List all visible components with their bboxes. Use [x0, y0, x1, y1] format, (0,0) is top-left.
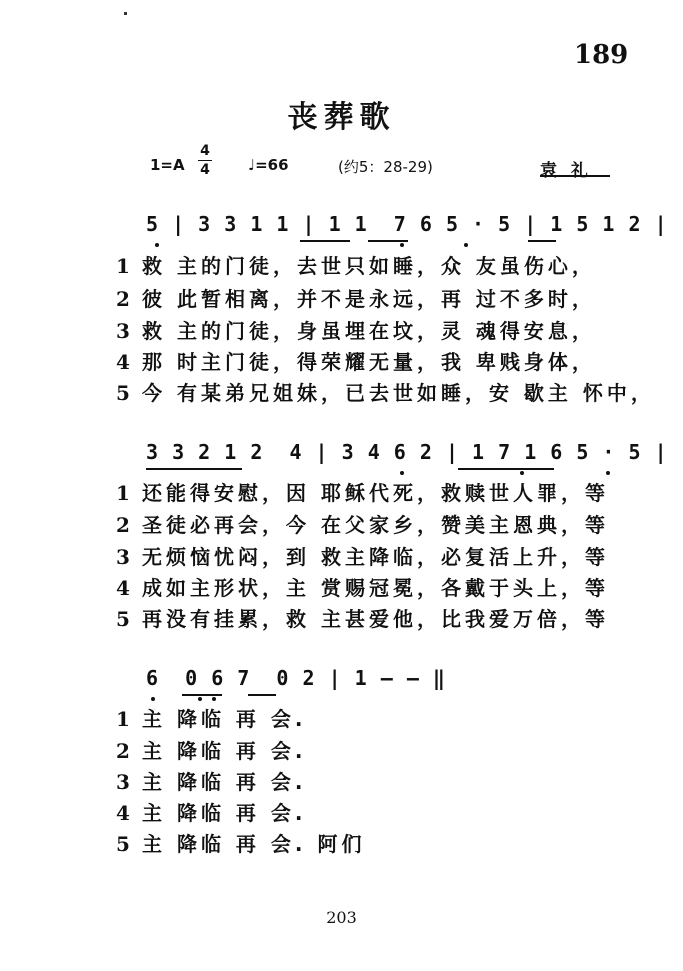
octave-dot — [520, 471, 524, 475]
lyric-line — [116, 315, 596, 344]
lyric-text: 再没有挂累，救 主甚爱他，比我爱万倍，等 — [142, 607, 609, 631]
lyric-text: 今 有某弟兄姐妹，已去世如睡，安 歇主 怀中， — [142, 381, 655, 405]
verse-number: 3 — [116, 770, 130, 794]
lyric-line — [116, 477, 609, 506]
verse-number: 3 — [116, 319, 130, 343]
verse-number: 5 — [116, 381, 130, 405]
lyric-line — [116, 541, 609, 570]
lyric-line — [116, 603, 609, 632]
verse-number: 4 — [116, 350, 130, 374]
lyric-text: 无烦恼忧闷，到 救主降临，必复活上升，等 — [142, 545, 609, 569]
lyric-text: 圣徒必再会，今 在父家乡，赞美主恩典，等 — [142, 513, 609, 537]
key-signature: 1=A — [150, 156, 185, 174]
beam-line — [182, 694, 222, 696]
octave-dot — [464, 243, 468, 247]
octave-dot — [606, 471, 610, 475]
verse-number: 1 — [116, 481, 130, 505]
author-underline — [540, 175, 610, 177]
lyric-line — [116, 735, 307, 764]
lyric-text: 彼 此暂相离，并不是永远，再 过不多时， — [142, 287, 596, 311]
notation-line-2: 3 3 2 1 2 4 | 3 4 6 2 | 1 7 1 6 5 · 5 | — [146, 440, 668, 464]
beam-line — [146, 468, 242, 470]
beam-line — [248, 694, 276, 696]
lyric-line — [116, 346, 596, 375]
lyric-text: 主 降临 再 会. — [142, 707, 307, 731]
time-signature-top: 4 — [200, 143, 210, 159]
lyric-line — [116, 377, 655, 406]
lyric-line — [116, 250, 596, 279]
author-name: 袁礼 — [540, 161, 602, 181]
lyric-text: 主 降临 再 会. — [142, 739, 307, 763]
beam-line — [528, 240, 556, 242]
scripture-reference: (约5：28-29) — [338, 158, 433, 176]
lyric-text: 救 主的门徒，去世只如睡，众 友虽伤心， — [142, 254, 596, 278]
hymn-title: 丧葬歌 — [287, 100, 396, 135]
beam-line — [300, 240, 350, 242]
beam-line — [458, 468, 554, 470]
lyric-line — [116, 283, 596, 312]
lyric-text: 那 时主门徒，得荣耀无量，我 卑贱身体， — [142, 350, 596, 374]
time-signature-bottom: 4 — [198, 160, 212, 179]
octave-dot — [212, 697, 216, 701]
octave-dot — [400, 471, 404, 475]
octave-dot — [400, 243, 404, 247]
lyric-text: 救 主的门徒，身虽埋在坟，灵 魂得安息， — [142, 319, 596, 343]
verse-number: 3 — [116, 545, 130, 569]
lyric-line — [116, 828, 365, 857]
verse-number: 2 — [116, 287, 130, 311]
verse-number: 5 — [116, 607, 130, 631]
lyric-line — [116, 797, 307, 826]
verse-number: 1 — [116, 254, 130, 278]
notation-line-1: 5 | 3 3 1 1 | 1 1 7 6 5 · 5 | 1 5 1 2 | — [146, 212, 668, 236]
lyric-line — [116, 766, 307, 795]
time-signature — [198, 142, 212, 179]
lyric-text: 主 降临 再 会. — [142, 770, 307, 794]
notation-line-3: 6 0 6 7 0 2 | 1 — — ‖ — [146, 666, 446, 690]
octave-dot — [151, 697, 155, 701]
verse-number: 4 — [116, 576, 130, 600]
octave-dot — [198, 697, 202, 701]
tempo-marking: ♩=66 — [248, 156, 289, 174]
lyric-text: 主 降临 再 会. 阿们 — [142, 832, 366, 856]
verse-number: 1 — [116, 707, 130, 731]
verse-number: 2 — [116, 513, 130, 537]
lyric-line — [116, 572, 609, 601]
hymn-number: 189 — [574, 40, 629, 70]
lyric-line — [116, 509, 609, 538]
beam-line — [368, 240, 408, 242]
verse-number: 5 — [116, 832, 130, 856]
page-number: 203 — [326, 908, 357, 927]
lyric-text: 成如主形状，主 赏赐冠冕，各戴于头上，等 — [142, 576, 609, 600]
scan-speck — [124, 12, 127, 15]
lyric-text: 还能得安慰，因 耶稣代死，救赎世人罪，等 — [142, 481, 609, 505]
lyric-line — [116, 703, 307, 732]
verse-number: 4 — [116, 801, 130, 825]
verse-number: 2 — [116, 739, 130, 763]
octave-dot — [155, 243, 159, 247]
lyric-text: 主 降临 再 会. — [142, 801, 307, 825]
